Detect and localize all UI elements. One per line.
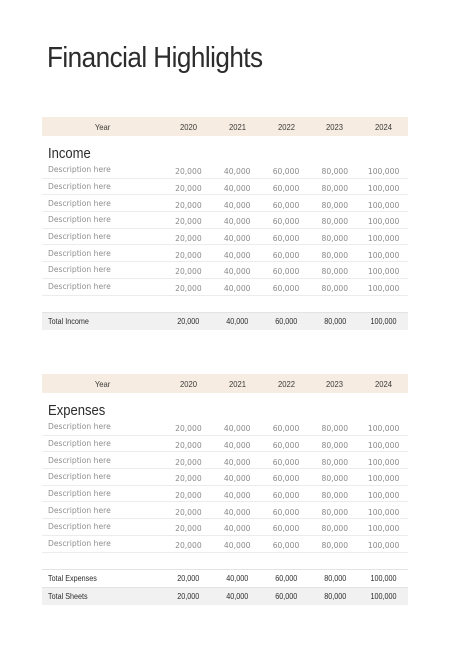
row-value: 80,000 [321,507,349,517]
table-row [42,195,408,212]
row-value: 40,000 [223,200,251,210]
row-value: 40,000 [223,424,251,434]
year-2023: 2023 [326,121,344,132]
spacer [42,553,408,569]
year-2020: 2020 [179,378,197,389]
row-value: 60,000 [272,284,300,294]
table-row [42,162,408,179]
table-row [42,419,408,436]
row-description: Description here [48,182,111,192]
row-value: 80,000 [321,250,349,260]
total-value: 60,000 [274,573,297,583]
total-value: 60,000 [274,591,297,601]
year-2022: 2022 [277,378,295,389]
row-value: 40,000 [223,457,251,467]
row-value: 60,000 [272,524,300,534]
income-section [42,117,408,330]
year-2024: 2024 [375,378,393,389]
row-description: Description here [48,282,111,292]
row-value: 100,000 [367,441,400,451]
row-value: 80,000 [321,200,349,210]
row-description: Description here [48,505,111,515]
table-row [42,212,408,229]
row-value: 60,000 [272,424,300,434]
row-value: 60,000 [272,474,300,484]
row-description: Description here [48,422,111,432]
row-description: Description here [48,522,111,532]
row-value: 80,000 [321,284,349,294]
row-value: 60,000 [272,167,300,177]
total-expenses-label: Total Expenses [48,573,97,583]
row-value: 20,000 [175,217,202,227]
expenses-title: Expenses [48,403,106,419]
row-value: 60,000 [272,441,300,451]
year-2020: 2020 [179,121,197,132]
row-description: Description here [48,215,111,225]
row-value: 60,000 [272,217,300,227]
row-value: 80,000 [321,267,349,277]
total-value: 80,000 [323,591,346,601]
table-row [42,262,408,279]
table-row [42,179,408,196]
row-value: 80,000 [321,184,349,194]
income-title: Income [48,146,91,162]
total-income-label: Total Income [48,316,89,326]
year-2021: 2021 [228,121,246,132]
row-value: 100,000 [367,217,400,227]
row-value: 20,000 [175,167,202,177]
row-value: 40,000 [223,491,251,501]
page-title: Financial Highlights [47,42,263,74]
row-value: 60,000 [272,184,300,194]
row-value: 60,000 [272,200,300,210]
row-value: 20,000 [175,200,202,210]
year-2022: 2022 [277,121,295,132]
total-value: 20,000 [177,573,200,583]
table-row [42,469,408,486]
row-value: 20,000 [175,524,202,534]
total-value: 60,000 [274,316,297,326]
table-row [42,245,408,262]
row-value: 40,000 [223,234,251,244]
total-sheets-row [42,587,408,605]
row-value: 40,000 [223,441,251,451]
row-value: 80,000 [321,457,349,467]
row-value: 20,000 [175,491,202,501]
row-value: 80,000 [321,491,349,501]
row-value: 100,000 [367,200,400,210]
spacer [42,296,408,312]
row-value: 80,000 [321,524,349,534]
row-value: 100,000 [367,524,400,534]
row-value: 40,000 [223,541,251,551]
row-value: 80,000 [321,424,349,434]
row-value: 40,000 [223,474,251,484]
table-row [42,502,408,519]
row-value: 100,000 [367,541,400,551]
total-income-row [42,312,408,330]
row-value: 60,000 [272,234,300,244]
row-value: 100,000 [367,284,400,294]
row-value: 80,000 [321,441,349,451]
row-value: 60,000 [272,507,300,517]
row-value: 20,000 [175,424,202,434]
table-row [42,229,408,246]
row-value: 100,000 [367,507,400,517]
row-value: 60,000 [272,457,300,467]
row-value: 100,000 [367,167,400,177]
row-value: 80,000 [321,167,349,177]
year-label: Year [95,378,111,389]
table-row [42,536,408,553]
row-value: 40,000 [223,524,251,534]
row-value: 40,000 [223,167,251,177]
row-value: 20,000 [175,284,202,294]
row-value: 20,000 [175,457,202,467]
row-value: 60,000 [272,491,300,501]
row-value: 40,000 [223,217,251,227]
total-value: 100,000 [370,591,397,601]
row-value: 80,000 [321,474,349,484]
row-value: 20,000 [175,267,202,277]
row-description: Description here [48,232,111,242]
row-value: 100,000 [367,424,400,434]
total-value: 40,000 [226,591,249,601]
total-value: 20,000 [177,316,200,326]
row-value: 20,000 [175,250,202,260]
row-description: Description here [48,455,111,465]
table-row [42,486,408,503]
row-value: 100,000 [367,234,400,244]
row-description: Description here [48,248,111,258]
income-header-row [42,117,408,136]
row-value: 20,000 [175,234,202,244]
year-2023: 2023 [326,378,344,389]
year-label: Year [95,121,111,132]
total-value: 20,000 [177,591,200,601]
row-value: 20,000 [175,441,202,451]
row-value: 80,000 [321,217,349,227]
expenses-section [42,374,408,605]
row-description: Description here [48,539,111,549]
total-value: 100,000 [370,316,397,326]
row-description: Description here [48,198,111,208]
row-value: 20,000 [175,184,202,194]
row-value: 40,000 [223,284,251,294]
year-2021: 2021 [228,378,246,389]
row-value: 100,000 [367,491,400,501]
row-value: 60,000 [272,267,300,277]
row-value: 40,000 [223,267,251,277]
table-row [42,436,408,453]
table-row [42,452,408,469]
row-description: Description here [48,265,111,275]
row-value: 60,000 [272,541,300,551]
row-value: 40,000 [223,250,251,260]
row-value: 20,000 [175,541,202,551]
total-value: 40,000 [226,573,249,583]
row-description: Description here [48,439,111,449]
row-value: 80,000 [321,234,349,244]
row-value: 40,000 [223,184,251,194]
row-value: 60,000 [272,250,300,260]
row-description: Description here [48,165,111,175]
row-value: 100,000 [367,267,400,277]
row-value: 100,000 [367,457,400,467]
total-sheets-label: Total Sheets [48,591,88,601]
expenses-header-row [42,374,408,393]
total-expenses-row [42,569,408,587]
row-description: Description here [48,472,111,482]
row-value: 100,000 [367,250,400,260]
row-description: Description here [48,489,111,499]
total-value: 40,000 [226,316,249,326]
total-value: 100,000 [370,573,397,583]
row-value: 100,000 [367,184,400,194]
row-value: 40,000 [223,507,251,517]
table-row [42,279,408,296]
row-value: 100,000 [367,474,400,484]
total-value: 80,000 [323,573,346,583]
year-2024: 2024 [375,121,393,132]
row-value: 80,000 [321,541,349,551]
row-value: 20,000 [175,507,202,517]
row-value: 20,000 [175,474,202,484]
total-value: 80,000 [323,316,346,326]
table-row [42,519,408,536]
